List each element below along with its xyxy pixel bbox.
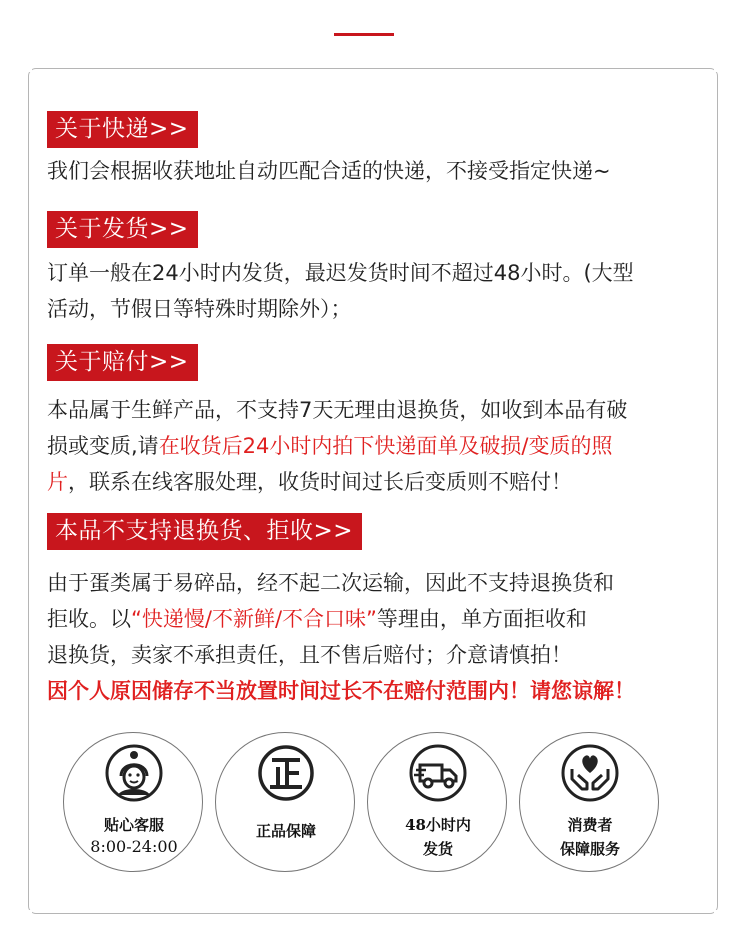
badge-consumer-protection [519,732,659,872]
paragraph-line [47,428,707,464]
section-title-compensation: 关于赔付>> [47,344,198,381]
text-run: 由于蛋类属于易碎品，经不起二次运输，因此不支持退换货和 [47,571,614,595]
badge-label-line: 发货 [422,840,453,858]
top-accent-rule [334,33,394,36]
text-run: 等理由，单方面拒收和 [376,607,587,631]
section-title-delivery: 关于发货>> [47,211,198,248]
badge-label-line: 8:00-24:00 [90,837,178,856]
paragraph-line [47,565,707,601]
text-run: 在收货后24小时内拍下快递面单及破损/变质的照 [158,434,613,458]
section-body-compensation [47,392,707,500]
paragraph-line [47,392,707,428]
text-run: 损或变质,请 [47,434,159,458]
genuine-icon [256,743,316,803]
text-run: 因个人原因储存不当放置时间过长不在赔付范围内！请您谅解！ [47,679,635,703]
badge-label-line: 消费者 [567,816,613,834]
customer-service-icon [104,743,164,803]
section-body-delivery [47,255,707,327]
paragraph-line [47,637,707,673]
delivery-truck-icon [408,743,468,803]
text-run: 片 [47,470,68,494]
section-title-no-return: 本品不支持退换货、拒收>> [47,513,362,550]
text-run: “快递慢/不新鲜/不合口味” [131,607,377,631]
badge-genuine [215,732,355,872]
text-run: 退换货，卖家不承担责任，且不售后赔付；介意请慎拍！ [47,643,572,667]
section-body-shipping [47,153,707,189]
paragraph-line [47,255,707,291]
text-run: 拒收。以 [47,607,131,631]
paragraph-line [47,153,707,189]
text-run: 活动，节假日等特殊时期除外）； [47,297,352,321]
paragraph-line [47,291,707,327]
text-run: 本品属于生鲜产品，不支持7天无理由退换货，如收到本品有破 [47,398,628,422]
paragraph-line [47,673,707,709]
paragraph-line [47,601,707,637]
text-run: ，联系在线客服处理，收货时间过长后变质则不赔付！ [68,470,572,494]
text-run: 订单一般在24小时内发货，最迟发货时间不超过48小时。(大型 [47,261,634,285]
badge-label-line: 贴心客服 [103,816,164,834]
badge-label-line: 保障服务 [559,840,620,858]
badge-customer-service [63,732,203,872]
badge-label-line: 48小时内 [405,816,471,834]
text-run: 我们会根据收获地址自动匹配合适的快递，不接受指定快递~ [47,159,611,183]
paragraph-line [47,464,707,500]
section-body-no-return [47,565,707,709]
section-title-shipping: 关于快递>> [47,111,198,148]
badge-48h-delivery [367,732,507,872]
badge-label-line: 正品保障 [255,822,316,840]
consumer-protection-icon [560,743,620,803]
